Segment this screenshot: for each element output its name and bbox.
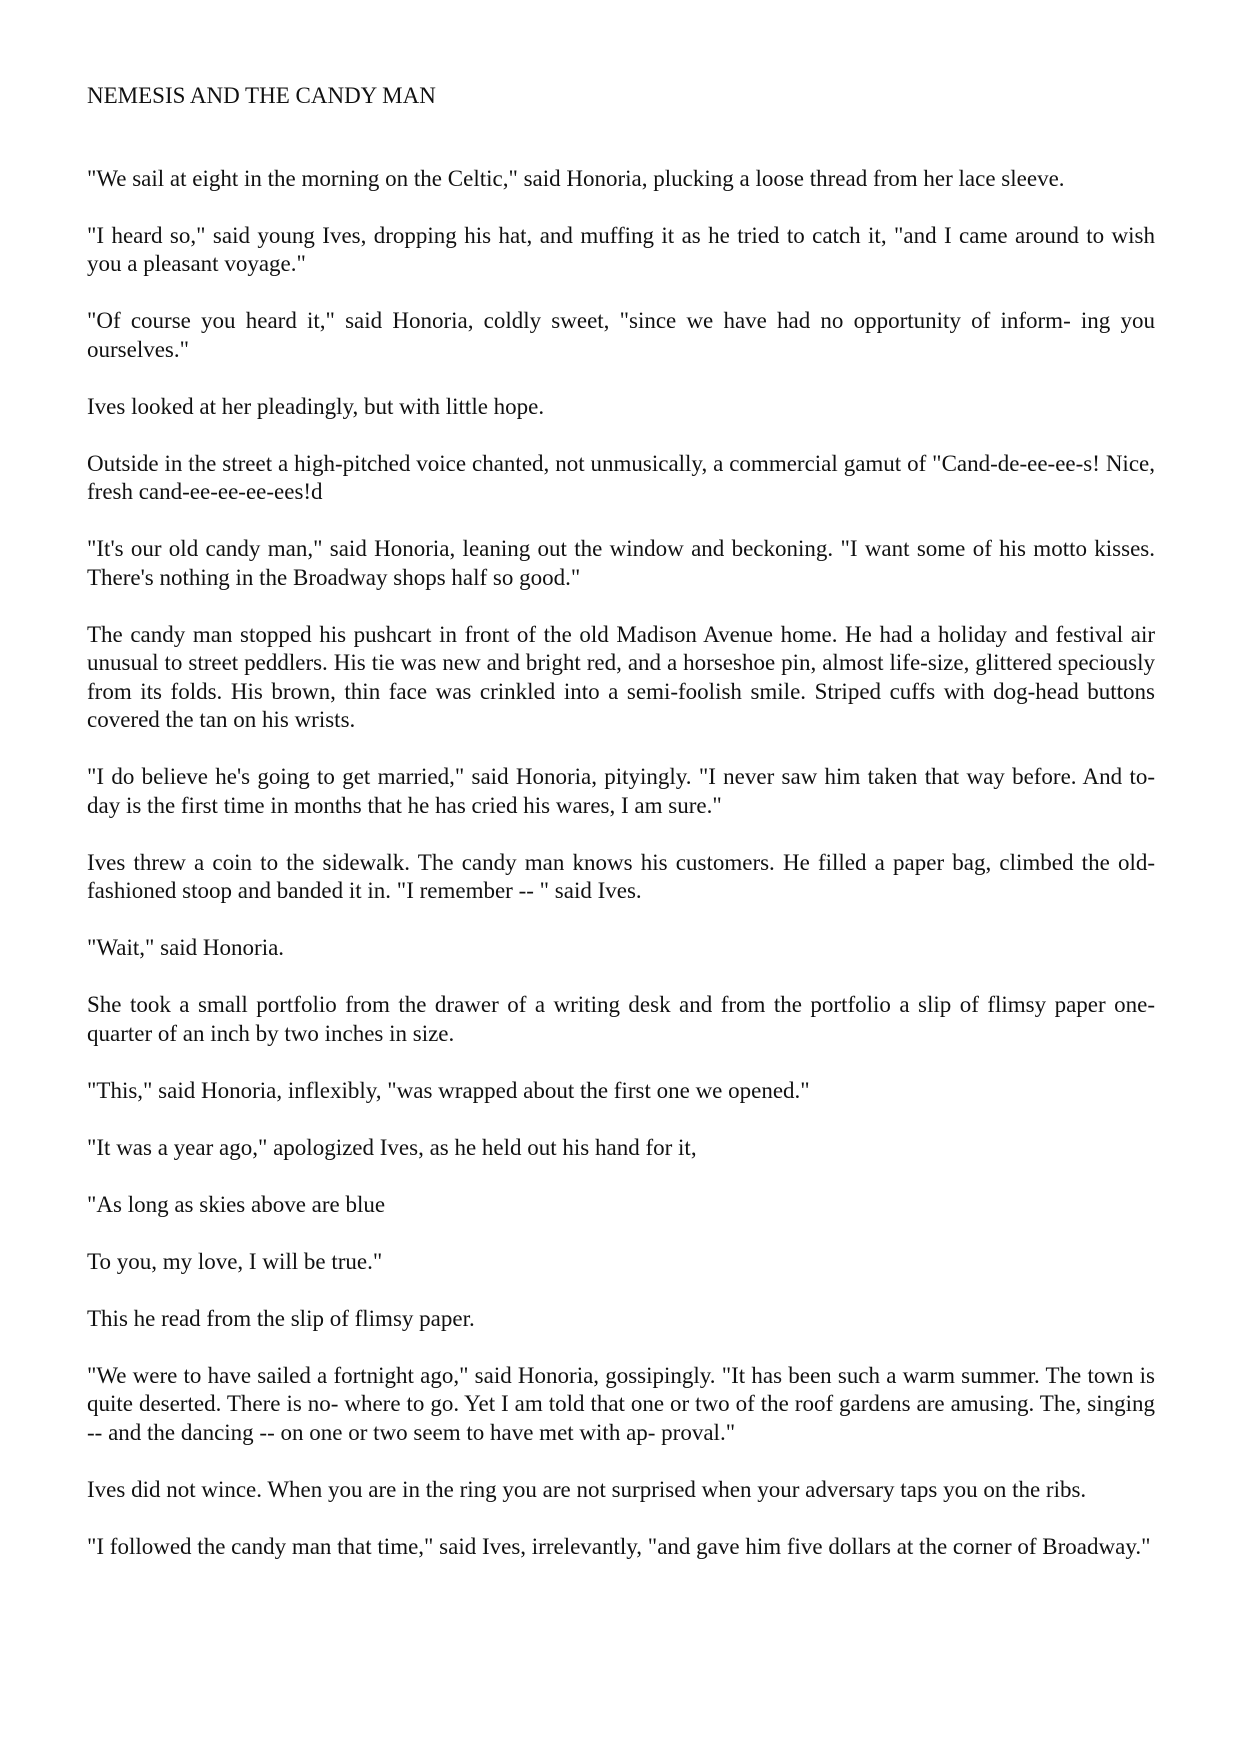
paragraph-1: "We sail at eight in the morning on the Celtic," said Honoria, plucking a loose thread from her lace sleeve. [87,165,1065,191]
paragraph-12: "This," said Honoria, inflexibly, "was wrapped about the first one we opened." [87,1077,810,1103]
paragraph-7: The candy man stopped his pushcart in front of the old Madison Avenue home. He had a holiday and festival air unusual to street peddlers. His tie was new and bright red, and a horseshoe pin, almost life-size, glittered speciously from its folds. His brown, thin face was crinkled into a semi-foolish smile. Striped cuffs with dog-head buttons covered the tan on his wrists. [87,621,1155,732]
verse-line-1: "As long as skies above are blue [87,1191,386,1217]
paragraph-5: Outside in the street a high-pitched voice chanted, not unmusically, a commercial gamut of "Cand-de-ee-ee-s! Nice, fresh cand-ee-ee-ee-ees!d [87,450,1155,504]
paragraph-8: "I do believe he's going to get married," said Honoria, pityingly. "I never saw him taken that way before. And to-day is the first time in months that he has cried his wares, I am sure." [87,764,1155,818]
paragraph-3: "Of course you heard it," said Honoria, coldly sweet, "since we have had no opportunity of inform- ing you ourselves." [87,308,1155,362]
paragraph-6: "It's our old candy man," said Honoria, leaning out the window and beckoning. "I want some of his motto kisses. There's nothing in the Broadway shops half so good." [87,536,1155,590]
verse-line-2: To you, my love, I will be true." [87,1248,383,1274]
paragraph-2: "I heard so," said young Ives, dropping his hat, and muffing it as he tried to catch it, "and I came around to wish you a pleasant voyage." [87,222,1155,276]
story-title: NEMESIS AND THE CANDY MAN [87,83,436,108]
paragraph-9: Ives threw a coin to the sidewalk. The candy man knows his customers. He filled a paper bag, climbed the old-fashioned stoop and banded it in. "I remember -- " said Ives. [87,849,1155,903]
paragraph-13: "It was a year ago," apologized Ives, as he held out his hand for it, [87,1134,697,1160]
paragraph-10: "Wait," said Honoria. [87,935,285,960]
paragraph-11: She took a small portfolio from the drawer of a writing desk and from the portfolio a slip of flimsy paper one-quarter of an inch by two inches in size. [87,992,1155,1046]
document-page [87,82,1155,1590]
paragraph-4: Ives looked at her pleadingly, but with little hope. [87,393,545,419]
paragraph-16: This he read from the slip of flimsy paper. [87,1305,475,1331]
paragraph-17: "We were to have sailed a fortnight ago," said Honoria, gossipingly. "It has been such a warm summer. The town is quite deserted. There is no- where to go. Yet I am told that one or two of the roof gardens are amusing. The, singing -- and the dancing -- on one or two seem to have met with ap- proval." [87,1362,1155,1445]
paragraph-18: Ives did not wince. When you are in the ring you are not surprised when your adversary taps you on the ribs. [87,1476,1087,1502]
paragraph-19: "I followed the candy man that time," said Ives, irrelevantly, "and gave him five dollars at the corner of Broadway." [87,1533,1151,1559]
